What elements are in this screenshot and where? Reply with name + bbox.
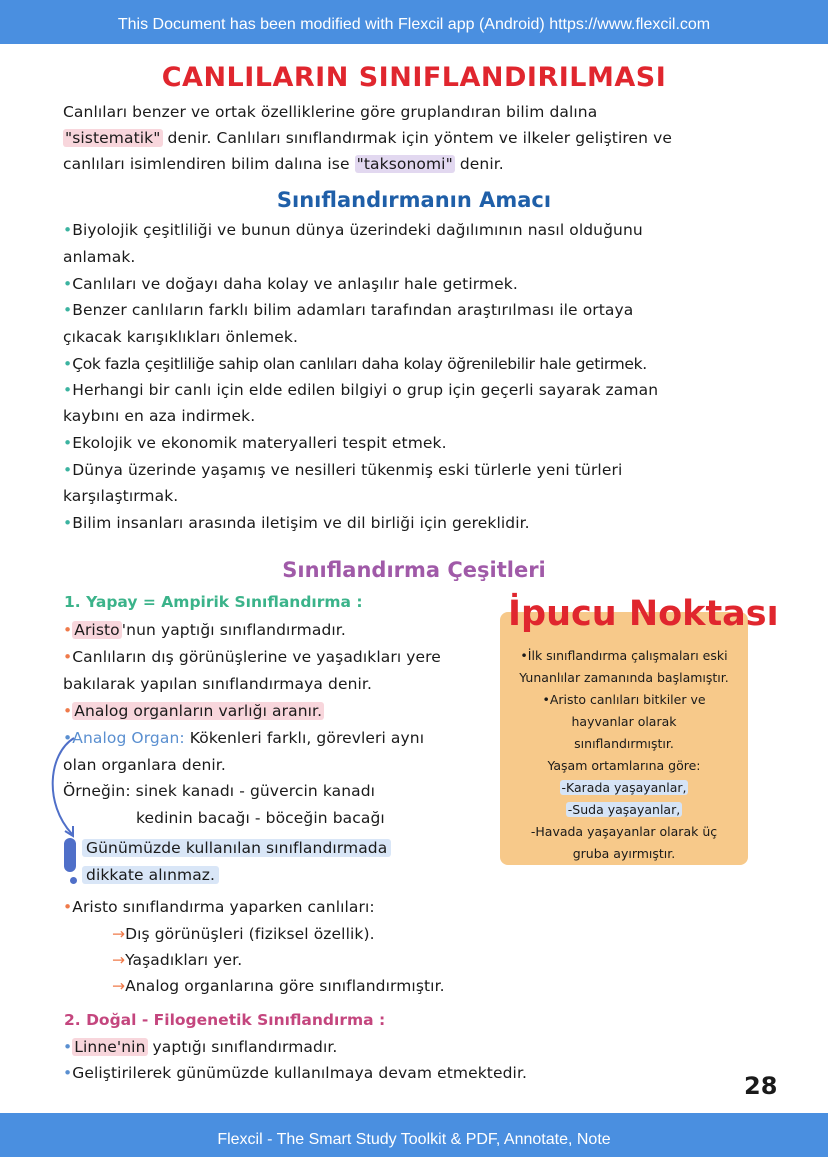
- intro-line-2: [63, 129, 672, 147]
- s1-item-b-cont: bakılarak yapılan sınıflandırmaya denir.: [63, 675, 372, 693]
- purpose-item-2: [63, 275, 518, 293]
- bullet-icon: •: [63, 461, 73, 479]
- purpose-text: Çok fazla çeşitliliğe sahip olan canlıları daha kolay öğrenilebilir hale getirmek.: [72, 355, 647, 373]
- bullet-icon: •: [63, 1038, 73, 1056]
- purpose-item-8: [63, 514, 530, 532]
- s1-item-d-cont: olan organlara denir.: [63, 756, 226, 774]
- page-number: 28: [744, 1072, 778, 1100]
- tip-line: Yaşam ortamlarına göre:: [547, 758, 701, 773]
- s1-example-1: Örneğin: sinek kanadı - güvercin kanadı: [63, 782, 376, 800]
- name-linne: Linne'nin: [74, 1038, 146, 1056]
- term-sistematik: "sistematik": [65, 129, 161, 147]
- types-heading: Sınıflandırma Çeşitleri: [282, 558, 546, 582]
- section-1-title: 1. Yapay = Ampirik Sınıflandırma :: [64, 593, 363, 611]
- purpose-text: Herhangi bir canlı için elde edilen bilgiyi o grup için geçerli sayarak zaman: [72, 381, 659, 399]
- tip-line: gruba ayırmıştır.: [572, 846, 676, 861]
- s1-item-c-text: Analog organların varlığı aranır.: [74, 702, 323, 720]
- term-analog-organ: Analog Organ:: [72, 729, 185, 747]
- s1-item-a-text: 'nun yaptığı sınıflandırmadır.: [121, 621, 346, 639]
- s1-item-a: [63, 621, 346, 639]
- arrow-right-icon: →: [112, 925, 126, 943]
- tip-line-text: -Suda yaşayanlar,: [567, 802, 681, 817]
- s2-item-b-text: Geliştirilerek günümüzde kullanılmaya devam etmektedir.: [72, 1064, 528, 1082]
- purpose-item-4: [63, 355, 647, 373]
- tip-title: İpucu Noktası: [508, 594, 779, 634]
- intro-line-3-post: denir.: [454, 155, 504, 173]
- s1-item-d: [63, 729, 424, 747]
- bullet-icon: •: [63, 221, 73, 239]
- s1-item-g-text: Aristo sınıflandırma yaparken canlıları:: [72, 898, 375, 916]
- s1-item-d-text: Kökenleri farklı, görevleri aynı: [184, 729, 425, 747]
- purpose-text: Benzer canlıların farklı bilim adamları tarafından araştırılması ile ortaya: [72, 301, 634, 319]
- footer-banner: Flexcil - The Smart Study Toolkit & PDF, Annotate, Note: [0, 1113, 828, 1157]
- tip-line-text: -Karada yaşayanlar,: [561, 780, 687, 795]
- bullet-icon: •: [63, 702, 73, 720]
- name-aristo: Aristo: [74, 621, 120, 639]
- bullet-icon: •: [63, 898, 73, 916]
- purpose-item-5: [63, 381, 658, 399]
- tip-line: hayvanlar olarak: [571, 714, 677, 729]
- tip-line: -Havada yaşayanlar olarak üç: [530, 824, 718, 839]
- s1-sub-item-1: [112, 925, 375, 943]
- s1-item-b: [63, 648, 441, 666]
- bullet-icon: •: [63, 434, 73, 452]
- purpose-item-5-cont: kaybını en aza indirmek.: [63, 407, 256, 425]
- s1-note-2: [82, 866, 219, 884]
- section-2-title: 2. Doğal - Filogenetik Sınıflandırma :: [64, 1011, 386, 1029]
- s2-item-b: [63, 1064, 527, 1082]
- s1-item-g: [63, 898, 375, 916]
- s2-item-a: [63, 1038, 337, 1056]
- s1-sub-item-3: [112, 977, 445, 995]
- purpose-item-3-cont: çıkacak karışıklıkları önlemek.: [63, 328, 298, 346]
- tip-line: [500, 802, 748, 817]
- purpose-heading: Sınıflandırmanın Amacı: [276, 188, 552, 212]
- s1-example-2: kedinin bacağı - böceğin bacağı: [136, 809, 385, 827]
- s1-note-2-text: dikkate alınmaz.: [82, 866, 219, 884]
- purpose-text: Biyolojik çeşitliliği ve bunun dünya üzerindeki dağılımının nasıl olduğunu: [72, 221, 643, 239]
- purpose-text: Ekolojik ve ekonomik materyalleri tespit etmek.: [72, 434, 447, 452]
- s1-note-1: [82, 839, 391, 857]
- page-title: CANLILARIN SINIFLANDIRILMASI: [161, 62, 667, 93]
- bullet-icon: •: [63, 1064, 73, 1082]
- tip-line: [500, 780, 748, 795]
- purpose-text: Canlıları ve doğayı daha kolay ve anlaşılır hale getirmek.: [72, 275, 518, 293]
- intro-line-3: [63, 155, 504, 173]
- tip-line: sınıflandırmıştır.: [574, 736, 674, 751]
- purpose-item-1: [63, 221, 643, 239]
- exclamation-dot-icon: [70, 877, 77, 884]
- bullet-icon: •: [63, 648, 73, 666]
- purpose-item-6: [63, 434, 447, 452]
- bullet-icon: •: [63, 621, 73, 639]
- purpose-item-3: [63, 301, 633, 319]
- s1-item-b-text: Canlıların dış görünüşlerine ve yaşadıkları yere: [72, 648, 441, 666]
- s1-note-1-text: Günümüzde kullanılan sınıflandırmada: [82, 839, 391, 857]
- tip-line: •İlk sınıflandırma çalışmaları eski: [520, 648, 728, 663]
- purpose-item-1-cont: anlamak.: [63, 248, 136, 266]
- bullet-icon: •: [63, 514, 73, 532]
- s1-sub-item-text: Yaşadıkları yer.: [125, 951, 243, 969]
- bullet-icon: •: [63, 355, 73, 373]
- purpose-item-7-cont: karşılaştırmak.: [63, 487, 179, 505]
- intro-line-2-text: denir. Canlıları sınıflandırmak için yöntem ve ilkeler geliştiren ve: [162, 129, 672, 147]
- tip-line: •Aristo canlıları bitkiler ve: [542, 692, 706, 707]
- bullet-icon: •: [63, 301, 73, 319]
- intro-line-1: Canlıları benzer ve ortak özelliklerine göre gruplandıran bilim dalına: [63, 103, 598, 121]
- curved-arrow-icon: [44, 734, 84, 844]
- tip-line: Yunanlılar zamanında başlamıştır.: [519, 670, 729, 685]
- s1-item-c: [63, 702, 324, 720]
- s1-sub-item-2: [112, 951, 242, 969]
- s1-sub-item-text: Dış görünüşleri (fiziksel özellik).: [125, 925, 375, 943]
- purpose-text: Bilim insanları arasında iletişim ve dil birliği için gereklidir.: [72, 514, 530, 532]
- purpose-item-7: [63, 461, 622, 479]
- bullet-icon: •: [63, 729, 73, 747]
- s2-item-a-text: yaptığı sınıflandırmadır.: [147, 1038, 338, 1056]
- bullet-icon: •: [63, 275, 73, 293]
- intro-line-3-pre: canlıları isimlendiren bilim dalına ise: [63, 155, 355, 173]
- purpose-text: Dünya üzerinde yaşamış ve nesilleri tükenmiş eski türlerle yeni türleri: [72, 461, 623, 479]
- s1-sub-item-text: Analog organlarına göre sınıflandırmıştır.: [125, 977, 445, 995]
- arrow-right-icon: →: [112, 951, 126, 969]
- header-banner: This Document has been modified with Flexcil app (Android) https://www.flexcil.com: [0, 0, 828, 44]
- exclamation-icon: [64, 838, 76, 872]
- term-taksonomi: "taksonomi": [356, 155, 453, 173]
- arrow-right-icon: →: [112, 977, 126, 995]
- bullet-icon: •: [63, 381, 73, 399]
